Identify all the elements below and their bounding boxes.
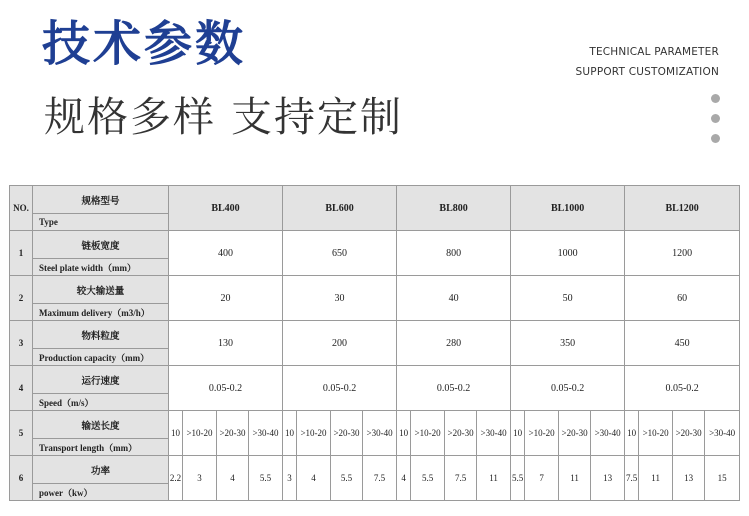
no-header: NO. xyxy=(10,186,33,231)
length-range-cell: >30-40 xyxy=(477,411,511,456)
dot-icon xyxy=(711,94,720,103)
value-cell: 20 xyxy=(169,276,283,321)
value-cell: 130 xyxy=(169,321,283,366)
model-header: BL800 xyxy=(397,186,511,231)
value-cell: 0.05-0.2 xyxy=(283,366,397,411)
length-range-cell: >20-30 xyxy=(559,411,591,456)
table-row xyxy=(10,321,740,349)
row-number: 2 xyxy=(10,276,33,321)
row-number: 4 xyxy=(10,366,33,411)
type-label-cn: 规格型号 xyxy=(33,186,169,214)
value-cell: 0.05-0.2 xyxy=(511,366,625,411)
dot-icon xyxy=(711,134,720,143)
power-value-cell: 3 xyxy=(283,456,297,501)
table-row xyxy=(10,366,740,394)
length-range-cell: >30-40 xyxy=(363,411,397,456)
value-cell: 350 xyxy=(511,321,625,366)
value-cell: 0.05-0.2 xyxy=(169,366,283,411)
power-value-cell: 7.5 xyxy=(363,456,397,501)
row-number: 1 xyxy=(10,231,33,276)
row-label-en: Production capacity（mm） xyxy=(33,349,169,366)
row-label-cn: 输送长度 xyxy=(33,411,169,439)
power-value-cell: 5.5 xyxy=(331,456,363,501)
english-caption-line-2: SUPPORT CUSTOMIZATION xyxy=(575,66,719,78)
table-row xyxy=(10,276,740,304)
value-cell: 40 xyxy=(397,276,511,321)
length-range-cell: 10 xyxy=(283,411,297,456)
power-value-cell: 7 xyxy=(525,456,559,501)
power-value-cell: 2.2 xyxy=(169,456,183,501)
length-range-cell: >30-40 xyxy=(591,411,625,456)
row-label-en: Speed（m/s） xyxy=(33,394,169,411)
model-header: BL1000 xyxy=(511,186,625,231)
length-range-cell: >10-20 xyxy=(525,411,559,456)
row-label-cn: 运行速度 xyxy=(33,366,169,394)
length-range-cell: >10-20 xyxy=(411,411,445,456)
power-value-cell: 4 xyxy=(217,456,249,501)
value-cell: 50 xyxy=(511,276,625,321)
row-label-en: Maximum delivery（m3/h） xyxy=(33,304,169,321)
type-label-en: Type xyxy=(33,214,169,231)
model-header: BL400 xyxy=(169,186,283,231)
value-cell: 0.05-0.2 xyxy=(625,366,740,411)
length-range-cell: 10 xyxy=(625,411,639,456)
page-title: 技术参数 xyxy=(42,16,247,72)
power-value-cell: 13 xyxy=(591,456,625,501)
value-cell: 450 xyxy=(625,321,740,366)
row-label-en: Steel plate width（mm） xyxy=(33,259,169,276)
spec-table xyxy=(9,185,740,501)
length-range-cell: >10-20 xyxy=(183,411,217,456)
power-value-cell: 4 xyxy=(297,456,331,501)
length-range-cell: >20-30 xyxy=(673,411,705,456)
table-row xyxy=(10,411,740,439)
english-caption xyxy=(576,42,719,82)
english-caption-line-1: TECHNICAL PARAMETER xyxy=(589,46,719,58)
length-range-cell: >30-40 xyxy=(705,411,740,456)
length-range-cell: >30-40 xyxy=(249,411,283,456)
length-range-cell: 10 xyxy=(511,411,525,456)
power-value-cell: 11 xyxy=(639,456,673,501)
value-cell: 1000 xyxy=(511,231,625,276)
power-value-cell: 4 xyxy=(397,456,411,501)
power-value-cell: 3 xyxy=(183,456,217,501)
length-range-cell: >20-30 xyxy=(445,411,477,456)
power-value-cell: 13 xyxy=(673,456,705,501)
model-header: BL1200 xyxy=(625,186,740,231)
length-range-cell: >20-30 xyxy=(331,411,363,456)
header-row xyxy=(10,186,740,214)
power-value-cell: 15 xyxy=(705,456,740,501)
table-row xyxy=(10,456,740,484)
row-number: 3 xyxy=(10,321,33,366)
power-value-cell: 11 xyxy=(559,456,591,501)
power-value-cell: 7.5 xyxy=(625,456,639,501)
value-cell: 60 xyxy=(625,276,740,321)
value-cell: 650 xyxy=(283,231,397,276)
row-label-cn: 链板宽度 xyxy=(33,231,169,259)
row-label-en: power（kw） xyxy=(33,484,169,501)
length-range-cell: >10-20 xyxy=(639,411,673,456)
row-number: 6 xyxy=(10,456,33,501)
row-number: 5 xyxy=(10,411,33,456)
length-range-cell: >20-30 xyxy=(217,411,249,456)
dot-icon xyxy=(711,114,720,123)
power-value-cell: 5.5 xyxy=(511,456,525,501)
value-cell: 30 xyxy=(283,276,397,321)
row-label-en: Transport length（mm） xyxy=(33,439,169,456)
table-row xyxy=(10,231,740,259)
page-subtitle: 规格多样 支持定制 xyxy=(44,93,404,141)
row-label-cn: 较大输送量 xyxy=(33,276,169,304)
power-value-cell: 11 xyxy=(477,456,511,501)
length-range-cell: 10 xyxy=(397,411,411,456)
value-cell: 280 xyxy=(397,321,511,366)
value-cell: 200 xyxy=(283,321,397,366)
power-value-cell: 5.5 xyxy=(411,456,445,501)
model-header: BL600 xyxy=(283,186,397,231)
more-dots-icon xyxy=(711,94,720,154)
value-cell: 400 xyxy=(169,231,283,276)
value-cell: 800 xyxy=(397,231,511,276)
value-cell: 1200 xyxy=(625,231,740,276)
row-label-cn: 功率 xyxy=(33,456,169,484)
length-range-cell: >10-20 xyxy=(297,411,331,456)
power-value-cell: 5.5 xyxy=(249,456,283,501)
length-range-cell: 10 xyxy=(169,411,183,456)
value-cell: 0.05-0.2 xyxy=(397,366,511,411)
power-value-cell: 7.5 xyxy=(445,456,477,501)
row-label-cn: 物料粒度 xyxy=(33,321,169,349)
